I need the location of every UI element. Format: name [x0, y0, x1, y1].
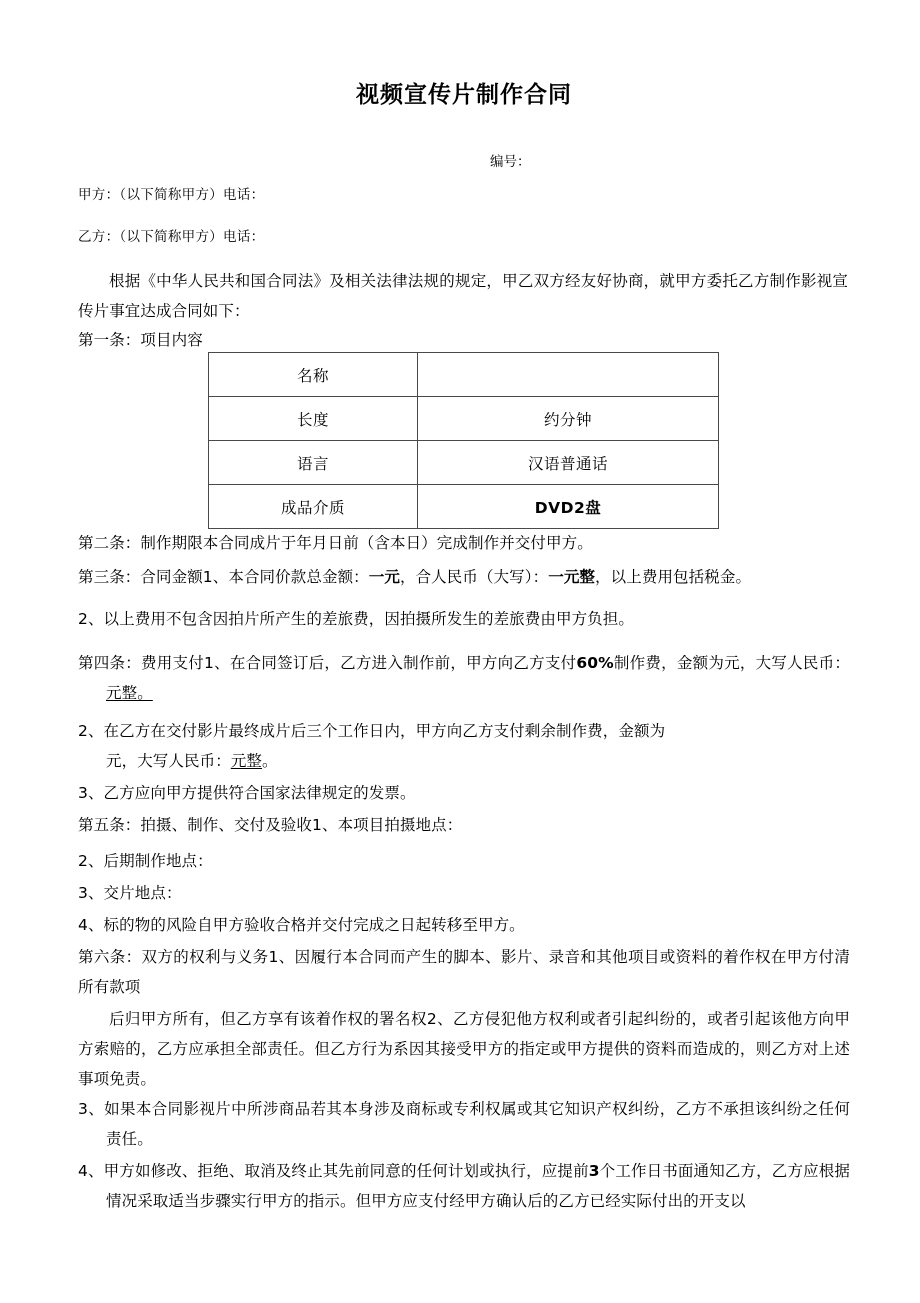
project-spec-table-wrap: [208, 352, 700, 529]
clause-5-item-2: 2、后期制作地点：: [78, 852, 213, 870]
clause-3-amount-1: 一元: [368, 568, 400, 586]
clause-6-item-4-text-b: 个工作日书面通知乙方，乙方应根据情况采取适当步骤实行甲方的指示。但甲方应支付经甲方确认后的乙方已经实际付出的开支以: [106, 1162, 850, 1210]
clause-3-amount-2: 一元整: [548, 568, 596, 586]
clause-4-text-a: 第四条：费用支付1、在合同签订后，乙方进入制作前，甲方向乙方支付: [78, 654, 577, 672]
clause-4-line: [78, 648, 850, 708]
clause-5-line: 第五条：拍摄、制作、交付及验收1、本项目拍摄地点：: [78, 816, 463, 834]
clause-6-line: 第六条：双方的权利与义务1、因履行本合同而产生的脚本、影片、录音和其他项目或资料的着作权在甲方付清所有款项: [78, 948, 850, 996]
clause-4-item-2-text-c: 。: [262, 752, 278, 770]
table-cell-label: 长度: [209, 397, 418, 441]
project-spec-table: [208, 352, 719, 529]
clause-4-item-2-line-1: 2、在乙方在交付影片最终成片后三个工作日内，甲方向乙方支付剩余制作费，金额为: [78, 722, 666, 740]
table-cell-value: 汉语普通话: [418, 441, 719, 485]
clause-3-item-2: 2、以上费用不包含因拍片所产生的差旅费，因拍摄所发生的差旅费由甲方负担。: [78, 610, 634, 628]
clause-4-item-2-amount-blank: 元整: [230, 752, 263, 770]
table-row: [209, 397, 719, 441]
clause-4-item-2-text-b: 元，大写人民币：: [106, 752, 231, 770]
clause-6-item-4: [78, 1156, 850, 1216]
clause-4-text-b: 制作费，金额为元，大写人民币：: [613, 654, 850, 672]
party-b-line: 乙方：（以下简称甲方）电话：: [78, 229, 265, 245]
clause-4-item-3: 3、乙方应向甲方提供符合国家法律规定的发票。: [78, 784, 416, 802]
clause-6-item-3: 3、如果本合同影视片中所涉商品若其本身涉及商标或专利权属或其它知识产权纠纷，乙方不承担该纠纷之任何责任。: [78, 1100, 850, 1148]
clause-1-heading: 第一条：项目内容: [78, 331, 203, 349]
clause-3-line: [78, 562, 850, 592]
party-a-line: 甲方：（以下简称甲方）电话：: [78, 187, 265, 203]
table-row: [209, 441, 719, 485]
intro-paragraph: 根据《中华人民共和国合同法》及相关法律法规的规定，甲乙双方经友好协商，就甲方委托乙方制作影视宣传片事宜达成合同如下：: [78, 272, 848, 320]
clause-3-text-b: ，合人民币（大写）：: [399, 568, 549, 586]
serial-number-label: 编号：: [490, 154, 531, 170]
clause-6-paragraph: 后归甲方所有，但乙方享有该着作权的署名权2、乙方侵犯他方权利或者引起纠纷的，或者引起该他方向甲方索赔的，乙方应承担全部责任。但乙方行为系因其接受甲方的指定或甲方提供的资料而造成的，则乙方对上述事项免责。: [78, 1010, 850, 1088]
page-title: 视频宣传片制作合同: [356, 82, 572, 108]
table-cell-label: 名称: [209, 353, 418, 397]
table-cell-value: 约分钟: [418, 397, 719, 441]
clause-5-item-3: 3、交片地点：: [78, 884, 182, 902]
clause-3-text-c: ，以上费用包括税金。: [595, 568, 752, 586]
table-cell-value: DVD2盘: [418, 485, 719, 529]
clause-2-line: 第二条：制作期限本合同成片于年月日前（含本日）完成制作并交付甲方。: [78, 534, 593, 552]
table-cell-label: 成品介质: [209, 485, 418, 529]
clause-6-item-4-text-a: 4、甲方如修改、拒绝、取消及终止其先前同意的任何计划或执行，应提前: [78, 1162, 589, 1180]
clause-4-amount-blank: 元整。: [106, 684, 153, 702]
clause-3-text-a: 第三条：合同金额1、本合同价款总金额：: [78, 568, 369, 586]
table-cell-value: [418, 353, 719, 397]
clause-4-percent: 60%: [576, 654, 614, 672]
clause-5-item-4: 4、标的物的风险自甲方验收合格并交付完成之日起转移至甲方。: [78, 916, 525, 934]
table-body: [209, 353, 719, 529]
table-cell-label: 语言: [209, 441, 418, 485]
clause-6-item-4-days: 3: [588, 1162, 600, 1180]
clause-4-item-2-line-2: [78, 746, 850, 776]
table-row: [209, 485, 719, 529]
table-row: [209, 353, 719, 397]
